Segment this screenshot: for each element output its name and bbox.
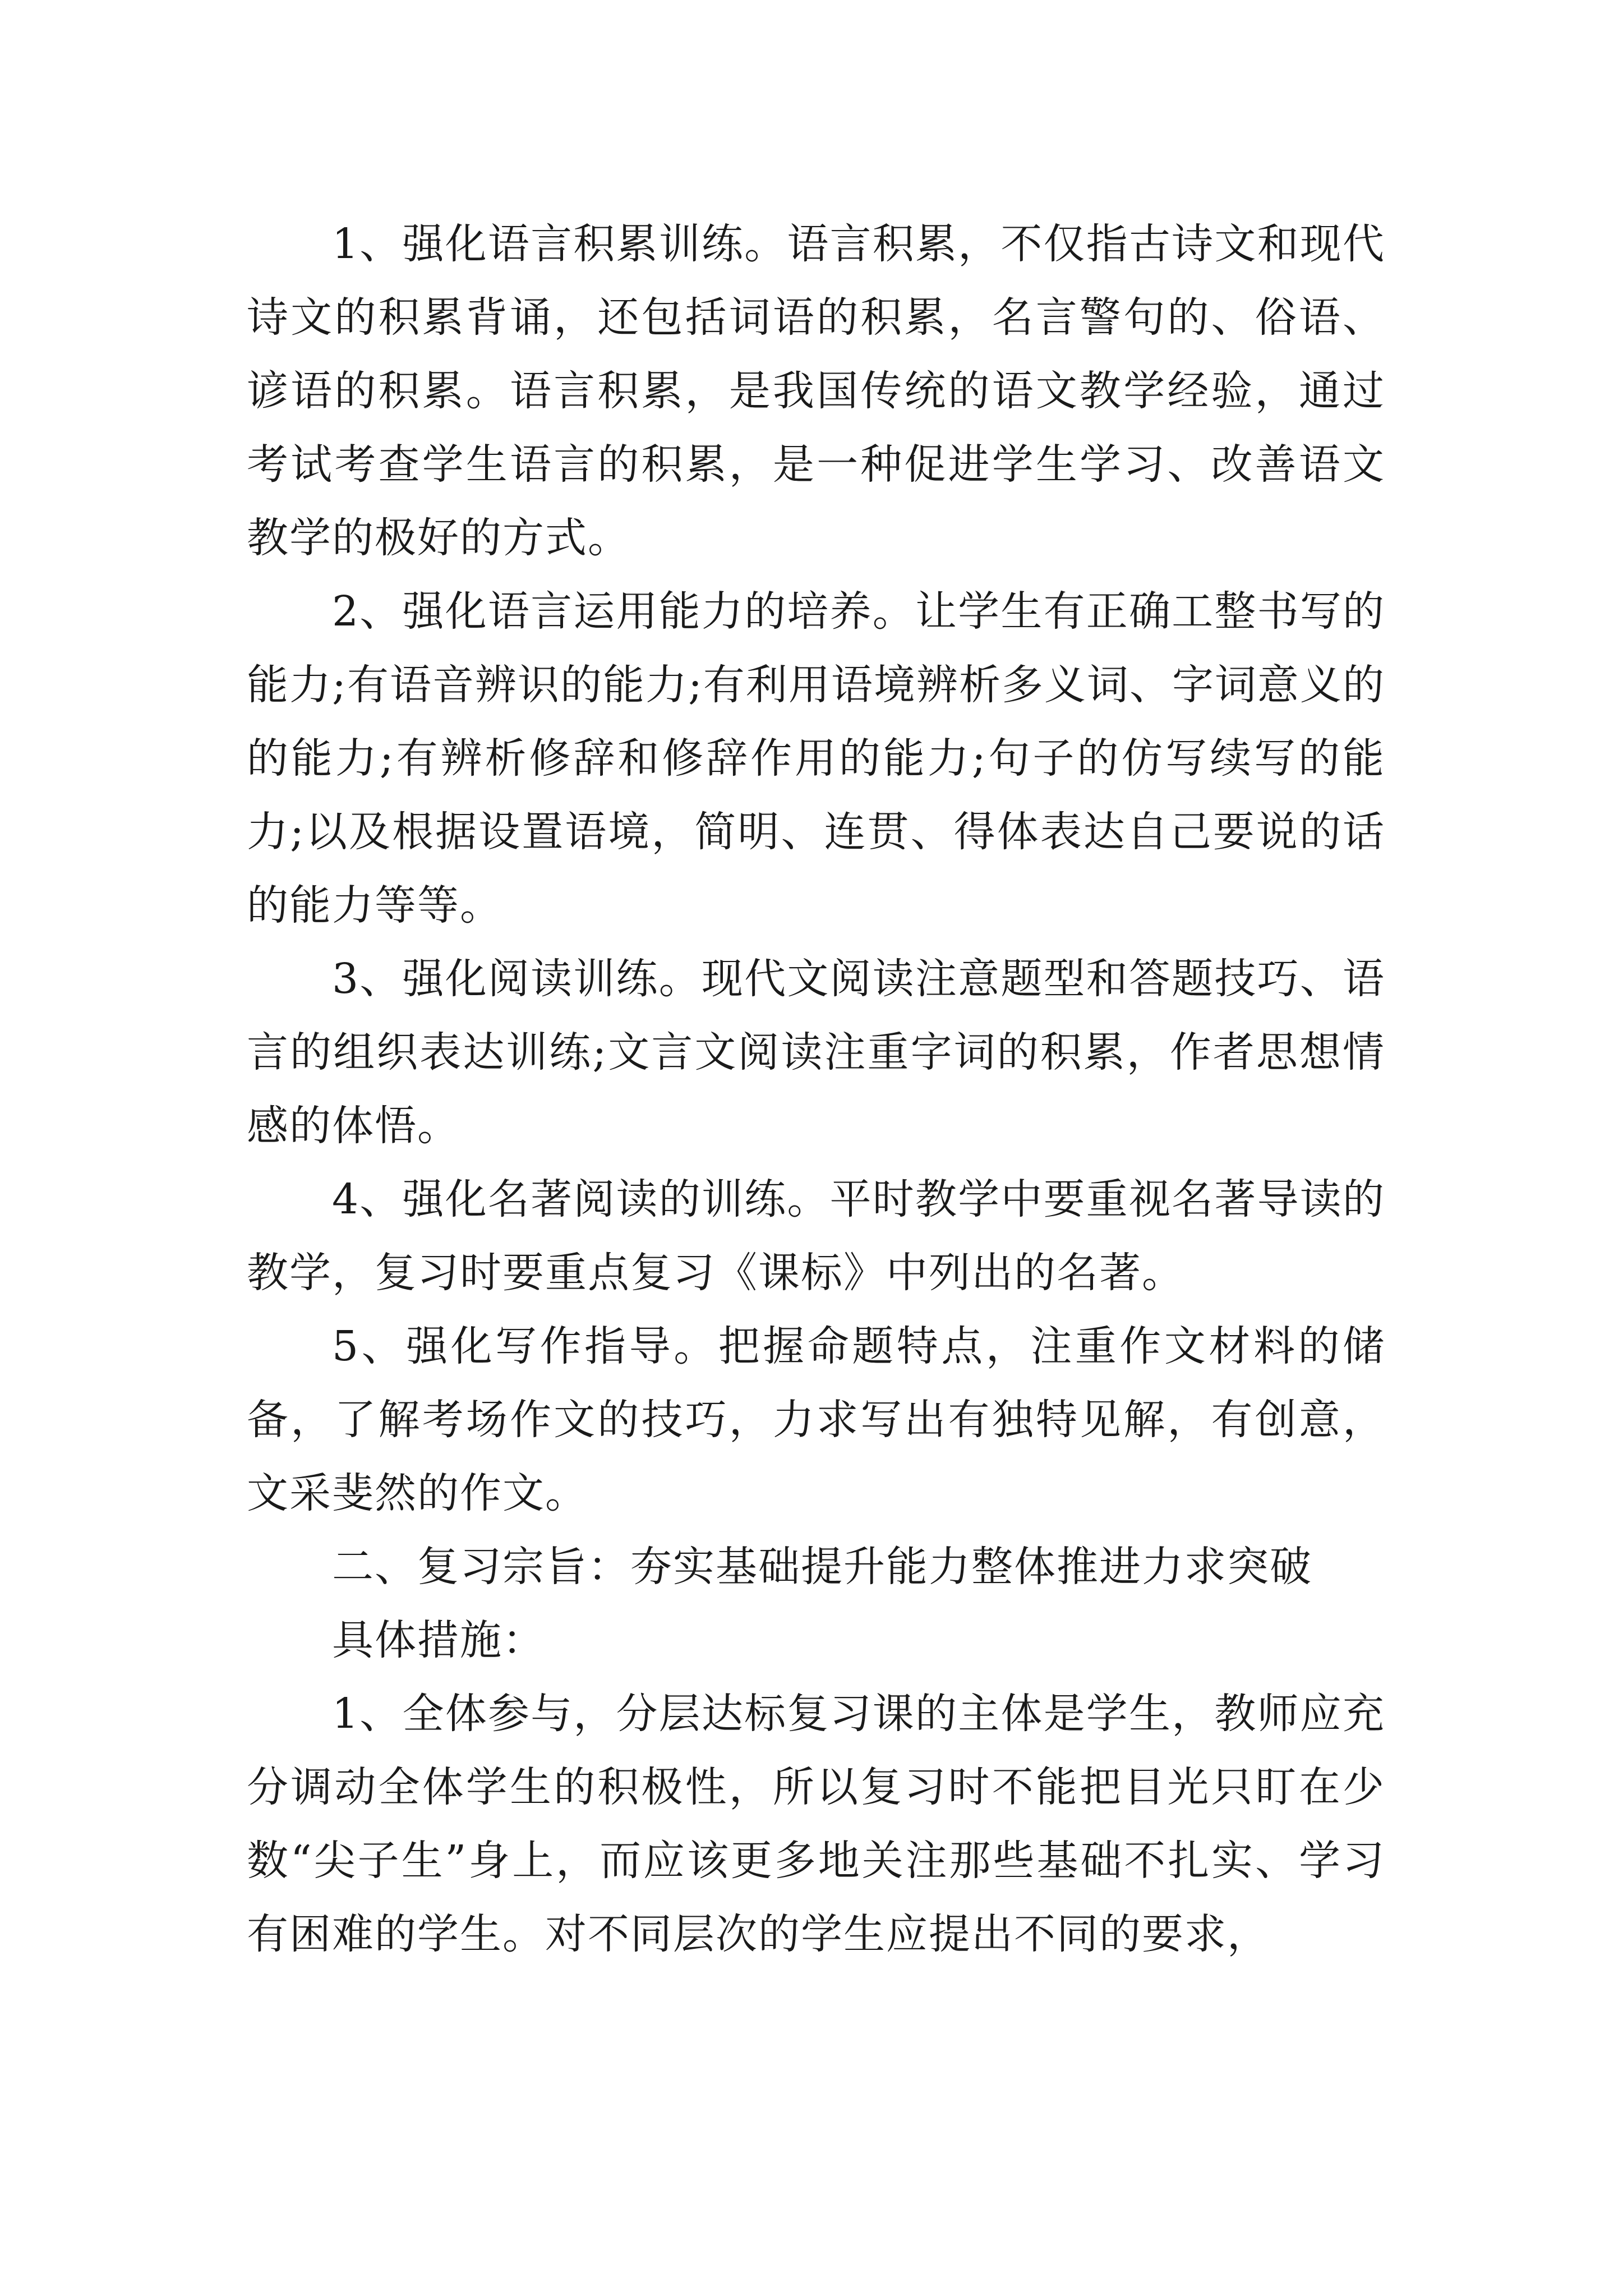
section-heading-review-purpose: 二、复习宗旨：夯实基础提升能力整体推进力求突破 <box>332 1543 1312 1591</box>
subheading-measures: 具体措施： <box>332 1616 545 1664</box>
document-body <box>247 208 1385 1971</box>
paragraph-accumulation: 1、强化语言积累训练。语言积累，不仅指古诗文和现代诗文的积累背诵，还包括词语的积累，名言警句的、俗语、谚语的积累。语言积累，是我国传统的语文教学经验，通过考试考查学生语言的积累，是一种促进学生学习、改善语文教学的极好的方式。 <box>247 220 1385 562</box>
paragraph-full-participation: 1、全体参与，分层达标复习课的主体是学生，教师应充分调动全体学生的积极性，所以复习时不能把目光只盯在少数“尖子生”身上，而应该更多地关注那些基础不扎实、学习有困难的学生。对不同层次的学生应提出不同的要求， <box>247 1690 1385 1958</box>
paragraph-writing: 5、强化写作指导。把握命题特点，注重作文材料的储备，了解考场作文的技巧，力求写出有独特见解，有创意，文采斐然的作文。 <box>247 1322 1385 1517</box>
paragraph-reading: 3、强化阅读训练。现代文阅读注意题型和答题技巧、语言的组织表达训练;文言文阅读注重字词的积累，作者思想情感的体悟。 <box>247 955 1385 1150</box>
paragraph-language-use: 2、强化语言运用能力的培养。让学生有正确工整书写的能力;有语音辨识的能力;有利用语境辨析多义词、字词意义的的能力;有辨析修辞和修辞作用的能力;句子的仿写续写的能力;以及根据设置语境，简明、连贯、得体表达自己要说的话的能力等等。 <box>247 587 1385 930</box>
paragraph-classics-reading: 4、强化名著阅读的训练。平时教学中要重视名著导读的教学，复习时要重点复习《课标》中列出的名著。 <box>247 1175 1385 1297</box>
